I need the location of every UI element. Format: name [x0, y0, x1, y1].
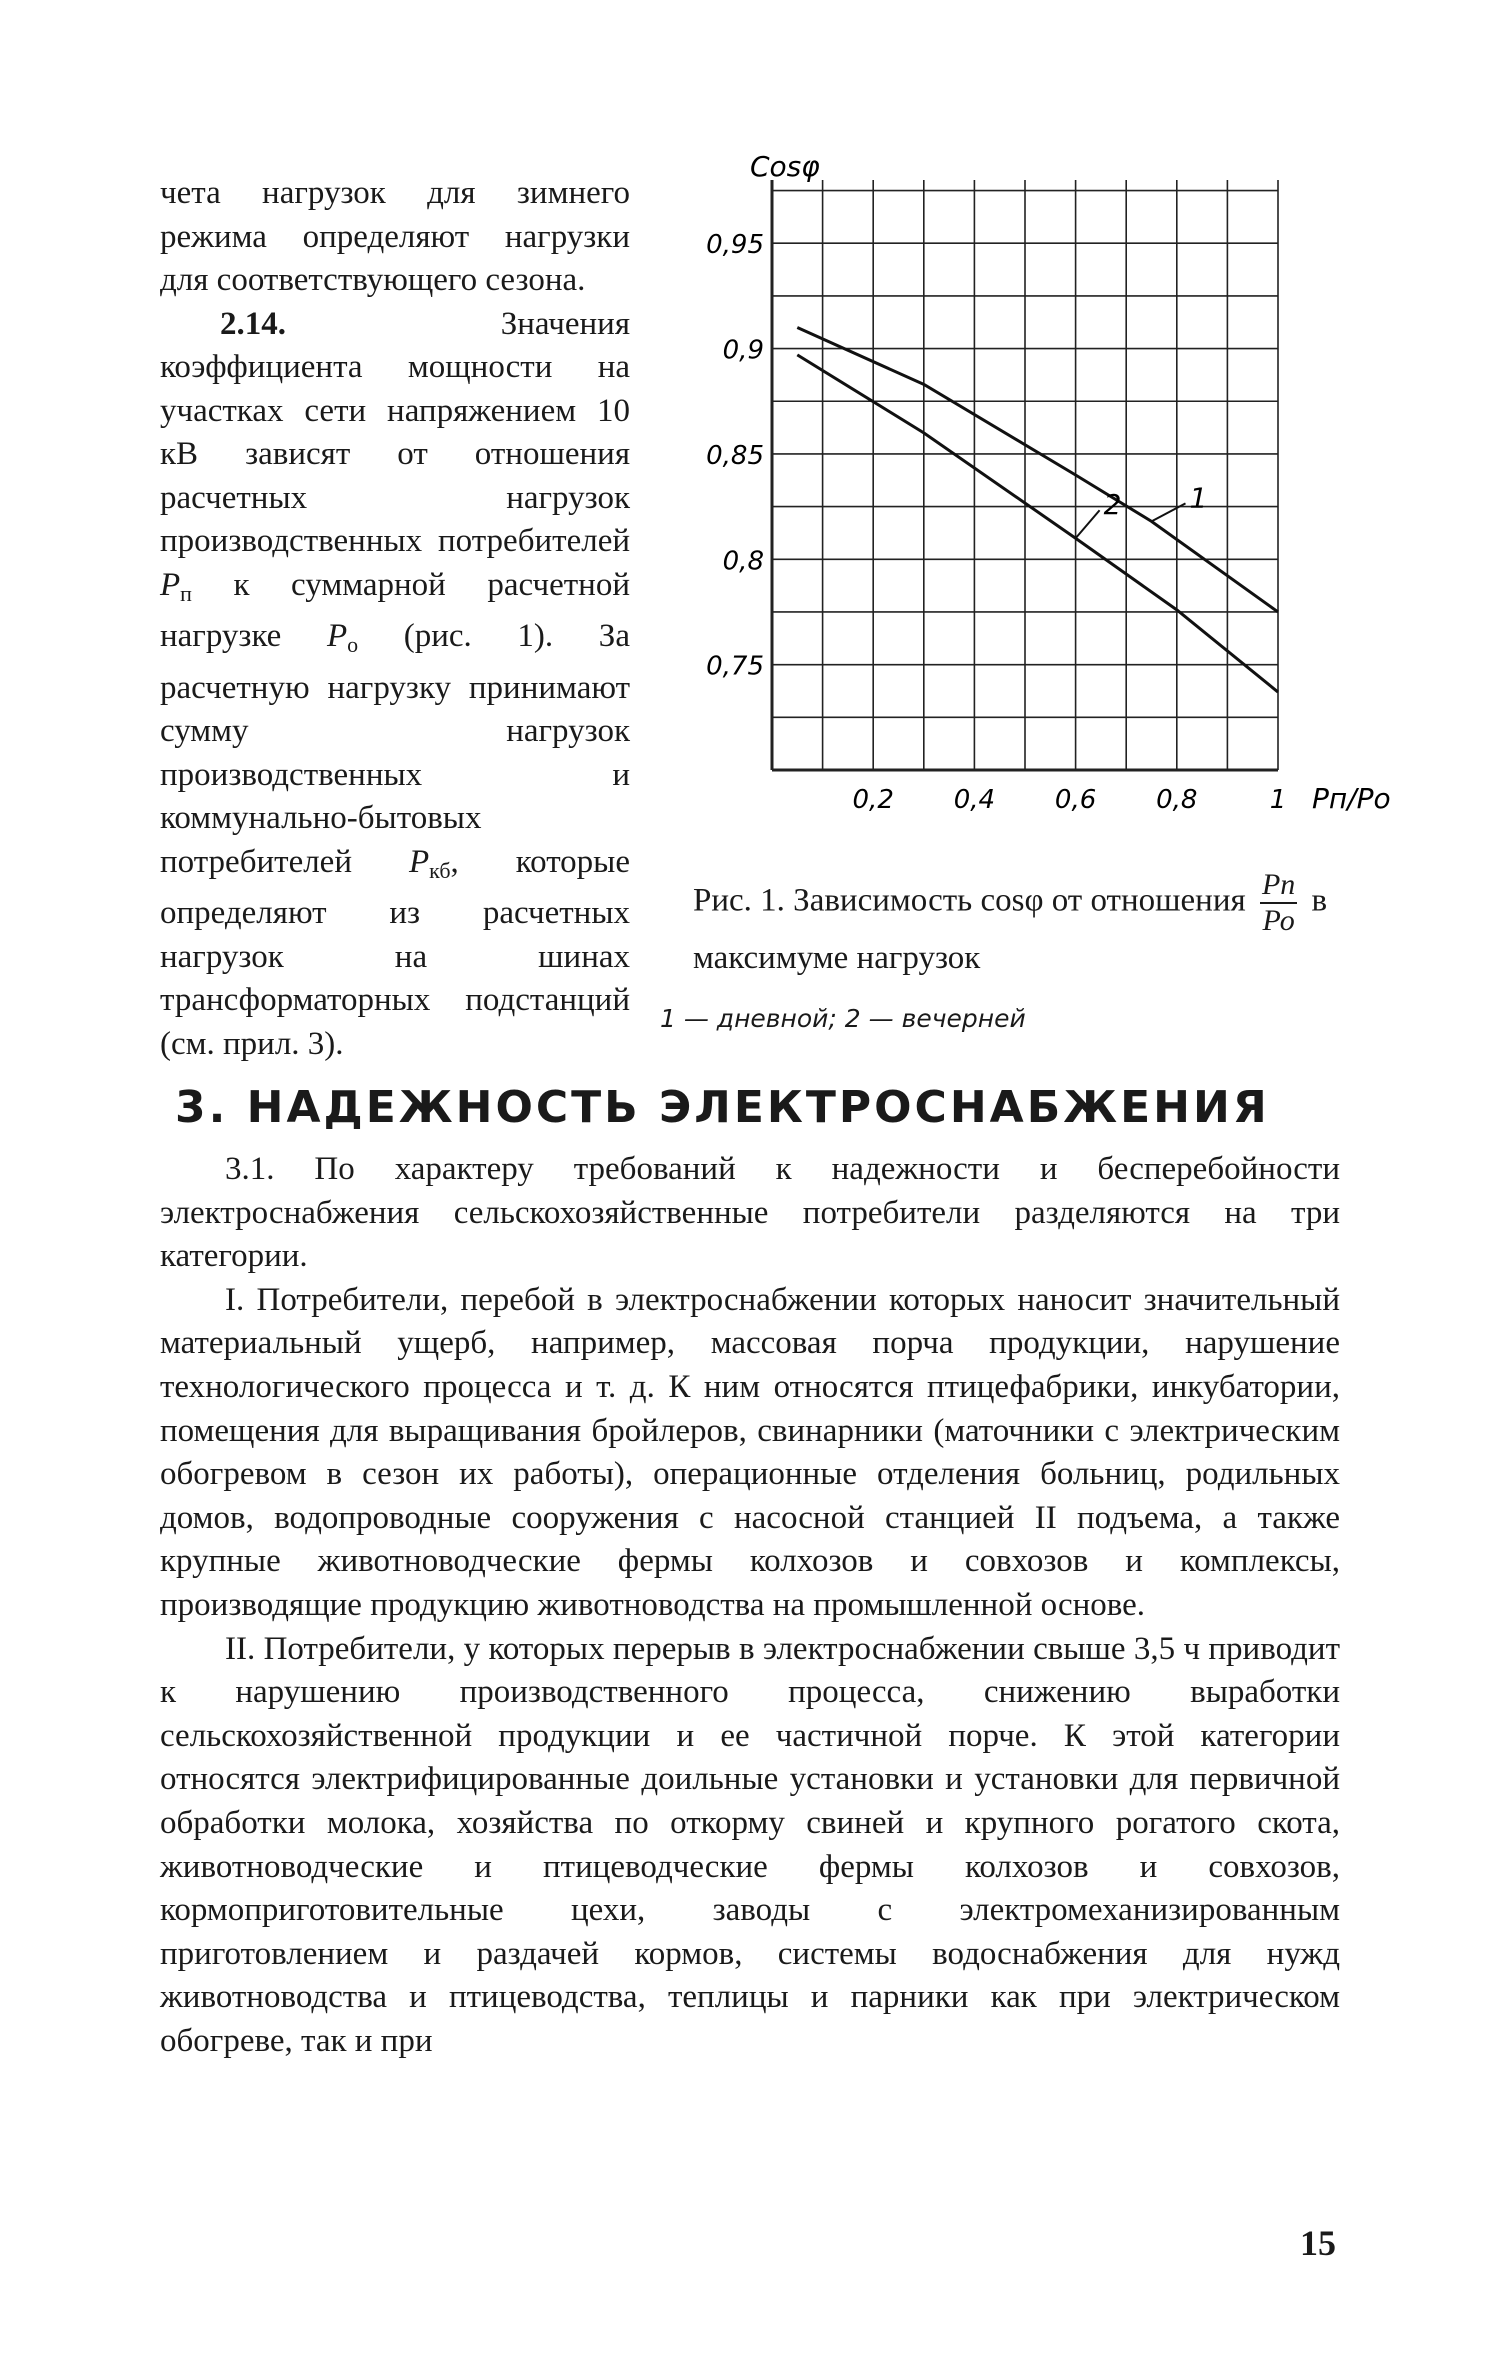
fraction-numerator: Рп [1260, 868, 1297, 904]
figure-legend: 1 — дневной; 2 — вечерней [660, 1004, 1026, 1033]
left-column-text [160, 172, 630, 1066]
series-label-1: 1 [1189, 481, 1208, 515]
y-tick-label: 0,8 [722, 546, 764, 577]
left-paragraph-1: чета нагрузок для зимнего режима определяют нагрузки для соответствующего сезона. [160, 175, 630, 298]
var-p: Р [160, 566, 181, 603]
y-tick-label: 0,85 [706, 440, 764, 471]
sub-kb: кб [429, 857, 451, 883]
figure-caption [693, 868, 1333, 978]
sub-o: о [347, 632, 359, 657]
series-line-1 [797, 328, 1278, 612]
y-tick-label: 0,75 [706, 651, 764, 682]
x-tick-label: 0,8 [1156, 785, 1198, 815]
x-tick-label: 0,4 [953, 785, 996, 815]
paragraph-3-1: 3.1. По характеру требований к надежности и бесперебойности электроснабжения сельскохозяйственные потребители разделяются на три категории. [160, 1151, 1340, 1275]
series-line-2 [797, 355, 1278, 692]
x-tick-label: 0,2 [852, 785, 894, 815]
series-label-2: 2 [1103, 488, 1122, 522]
section-heading: 3. НАДЕЖНОСТЬ ЭЛЕКТРОСНАБЖЕНИЯ [175, 1082, 1270, 1133]
text-run: , которые определяют из расчетных нагрузок на шинах трансформаторных подстанций (см. прил. 3). [160, 843, 630, 1062]
x-axis-label: Pп/Po [1312, 782, 1391, 815]
fraction [1260, 868, 1297, 938]
x-tick-label: 1 [1269, 785, 1287, 815]
x-tick-label: 0,6 [1054, 785, 1097, 815]
text-run: (рис. 1). За расчетную нагрузку принимают сумму нагрузок производственных и коммунально-бытовых потребителей [160, 618, 630, 880]
caption-text: Рис. 1. Зависимость cosφ от отношения [693, 882, 1246, 919]
y-tick-label: 0,9 [722, 335, 764, 366]
caption-text-2: в максимуме нагрузок [693, 882, 1328, 976]
left-paragraph-2 [160, 303, 630, 1067]
paragraph-category-2: II. Потребители, у которых перерыв в электроснабжении свыше 3,5 ч приводит к нарушению производственного процесса, снижению выработки сельскохозяйственной продукции и ее частичной порче. К этой категории относятся электрифицированные доильные установки и установки для первичной обработки молока, хозяйства по откорму свиней и крупного рогатого скота, животноводческие и птицеводческие фермы колхозов и совхозов, кормоприготовительные цехи, заводы с электромеханизированным приготовлением и раздачей кормов, системы водоснабжения для нужд животноводства и птицеводства, теплицы и парники как при электрическом обогреве, так и при [160, 1630, 1340, 2059]
paragraph-category-1: I. Потребители, перебой в электроснабжении которых наносит значительный материальный ущерб, например, массовая порча продукции, нарушение технологического процесса и т. д. К ним относятся птицефабрики, инкубатории, помещения для выращивания бройлеров, свинарники (маточники с электрическим обогревом в сезон их работы), операционные отделения больниц, родильных домов, водопроводные сооружения с насосной станцией II подъема, а также крупные животноводческие фермы колхозов и совхозов и комплексы, производящие продукцию животноводства на промышленной основе. [160, 1281, 1340, 1623]
cosphi-chart [680, 150, 1400, 870]
y-axis-label: Cosφ [750, 150, 820, 183]
fraction-denominator: Ро [1262, 904, 1295, 937]
series-leader-2 [1076, 510, 1100, 538]
clause-number: 2.14. [220, 305, 286, 342]
section-body [160, 1148, 1340, 2063]
page-number: 15 [1300, 2223, 1336, 2263]
sub-p: п [180, 580, 192, 606]
text-run: к суммарной расчетной нагрузке [160, 566, 630, 654]
y-tick-label: 0,95 [706, 230, 764, 261]
var-p: Р [409, 843, 430, 880]
var-p: Р [326, 618, 348, 654]
text-run: Значения коэффициента мощности на участках сети напряжением 10 кВ зависят от отношения расчетных нагрузок производственных потребителей [160, 305, 630, 559]
